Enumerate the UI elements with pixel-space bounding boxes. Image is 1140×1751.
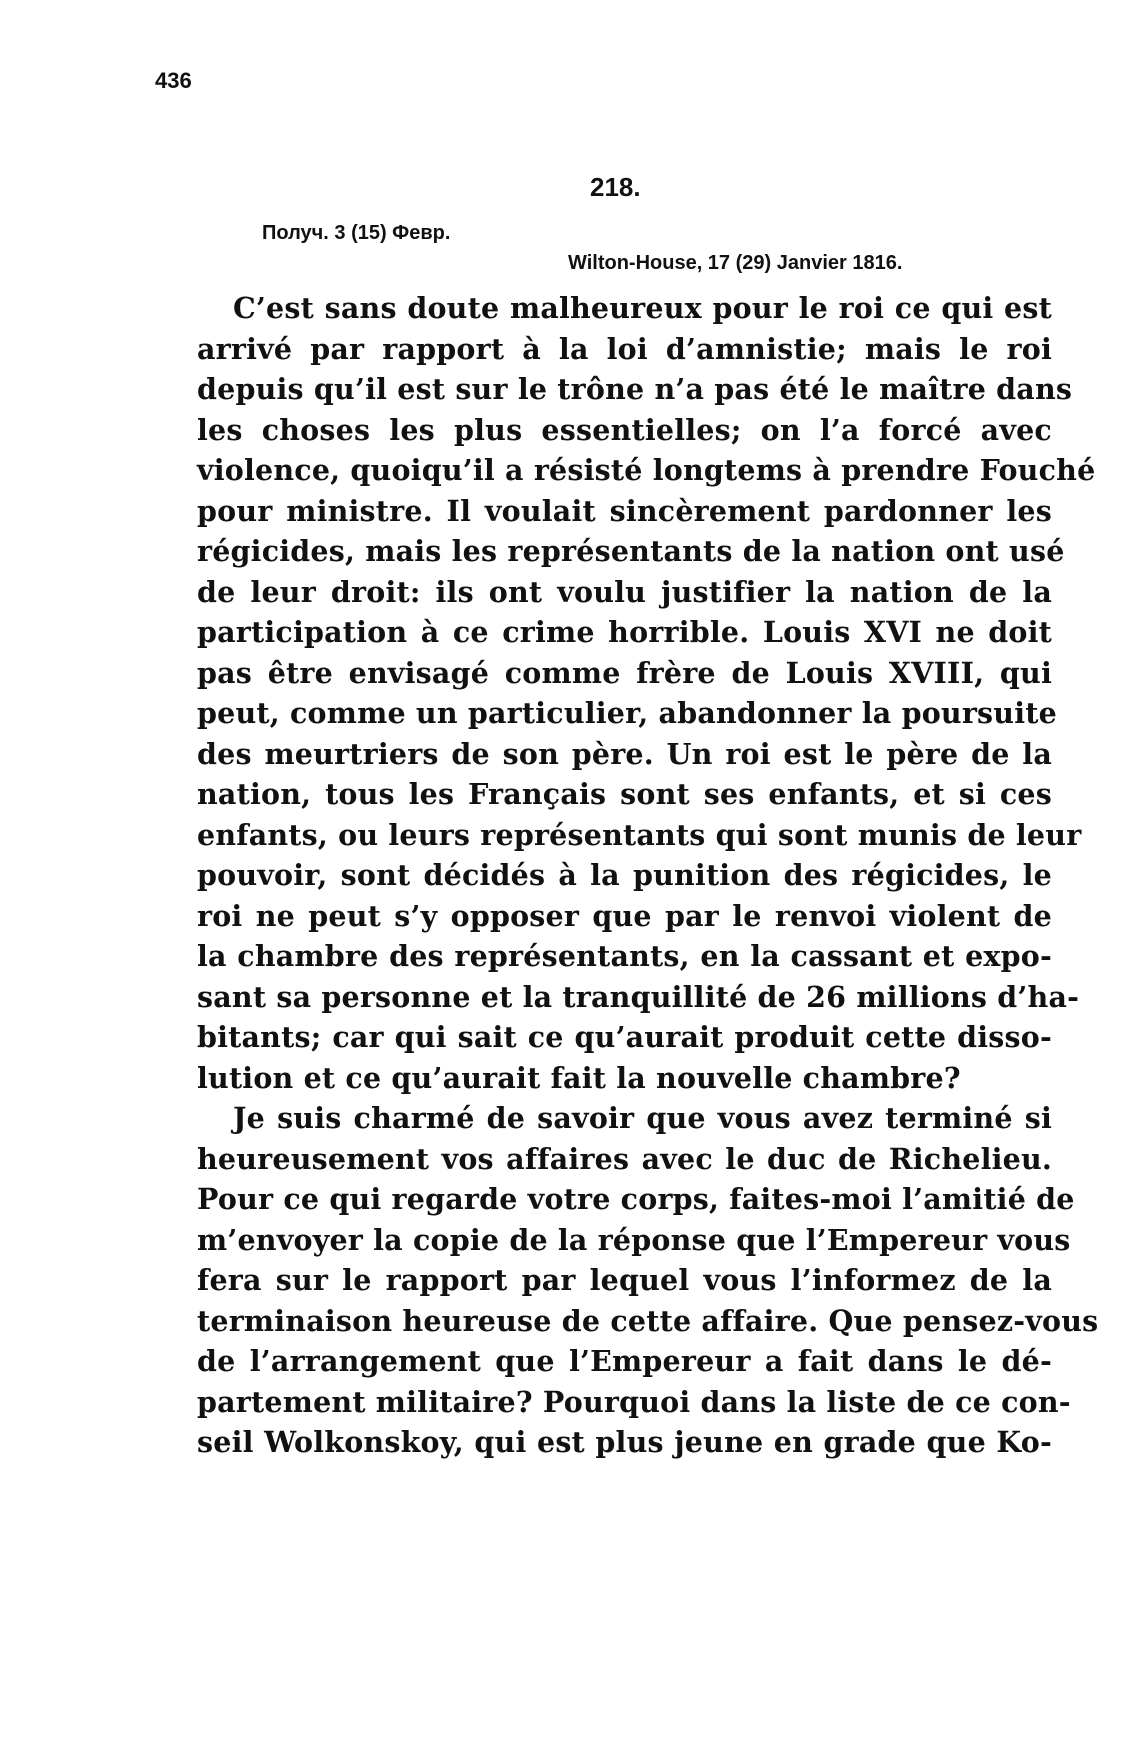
text-line: depuis qu’il est sur le trône n’a pas été le maître dans [197,372,1073,406]
letter-number: 218. [590,172,641,202]
text-line: m’envoyer la copie de la réponse que l’Empereur vous [197,1222,1071,1257]
text-line: régicides, mais les représentants de la nation ont usé [197,534,1065,568]
text-line: arrivé par rapport à la loi d’amnistie; mais le roi [197,331,1052,366]
text-line: enfants, ou leurs représentants qui sont munis de leur [197,817,1082,852]
text-line: bitants; car qui sait ce qu’aurait produit cette disso- [197,1020,1052,1054]
text-line: violence, quoiqu’il a résisté longtems à prendre Fouché [197,453,1096,487]
text-line: heureusement vos affaires avec le duc de Richelieu. [197,1141,1052,1176]
text-line: seil Wolkonskoy, qui est plus jeune en grade que Ko- [197,1425,1052,1459]
letter-body [197,288,1099,1463]
text-line: les choses les plus essentielles; on l’a forcé avec [197,412,1052,447]
text-line: terminaison heureuse de cette affaire. Que pensez-vous [197,1303,1099,1338]
text-line: sant sa personne et la tranquillité de 26 millions d’ha- [197,979,1080,1014]
text-line: pour ministre. Il voulait sincèrement pardonner les [197,493,1052,528]
text-line: des meurtriers de son père. Un roi est le père de la [197,736,1052,771]
text-line: de l’arrangement que l’Empereur a fait dans le dé- [197,1344,1052,1378]
text-line: participation à ce crime horrible. Louis XVI ne doit [197,615,1052,649]
text-line: fera sur le rapport par lequel vous l’informez de la [197,1263,1052,1297]
page-number: 436 [155,68,192,93]
text-line: nation, tous les Français sont ses enfants, et si ces [197,777,1052,811]
text-line: pas être envisagé comme frère de Louis XVIII, qui [197,655,1052,690]
text-line: Je suis charmé de savoir que vous avez terminé si [233,1101,1052,1135]
text-line: pouvoir, sont décidés à la punition des régicides, le [197,858,1052,892]
text-line: de leur droit: ils ont voulu justifier la nation de la [197,574,1052,609]
text-line: Pour ce qui regarde votre corps, faites-moi l’amitié de [197,1182,1075,1216]
text-line: la chambre des représentants, en la cassant et expo- [197,939,1052,973]
text-line: peut, comme un particulier, abandonner la poursuite [197,696,1057,730]
text-line: partement militaire? Pourquoi dans la liste de ce con- [197,1384,1071,1419]
text-line: lution et ce qu’aurait fait la nouvelle chambre? [197,1060,961,1095]
text-line: C’est sans doute malheureux pour le roi ce qui est [233,291,1052,325]
text-line: roi ne peut s’y opposer que par le renvoi violent de [197,898,1052,933]
place-date: Wilton-House, 17 (29) Janvier 1816. [568,252,903,274]
received-note: Получ. 3 (15) Февр. [262,222,451,244]
